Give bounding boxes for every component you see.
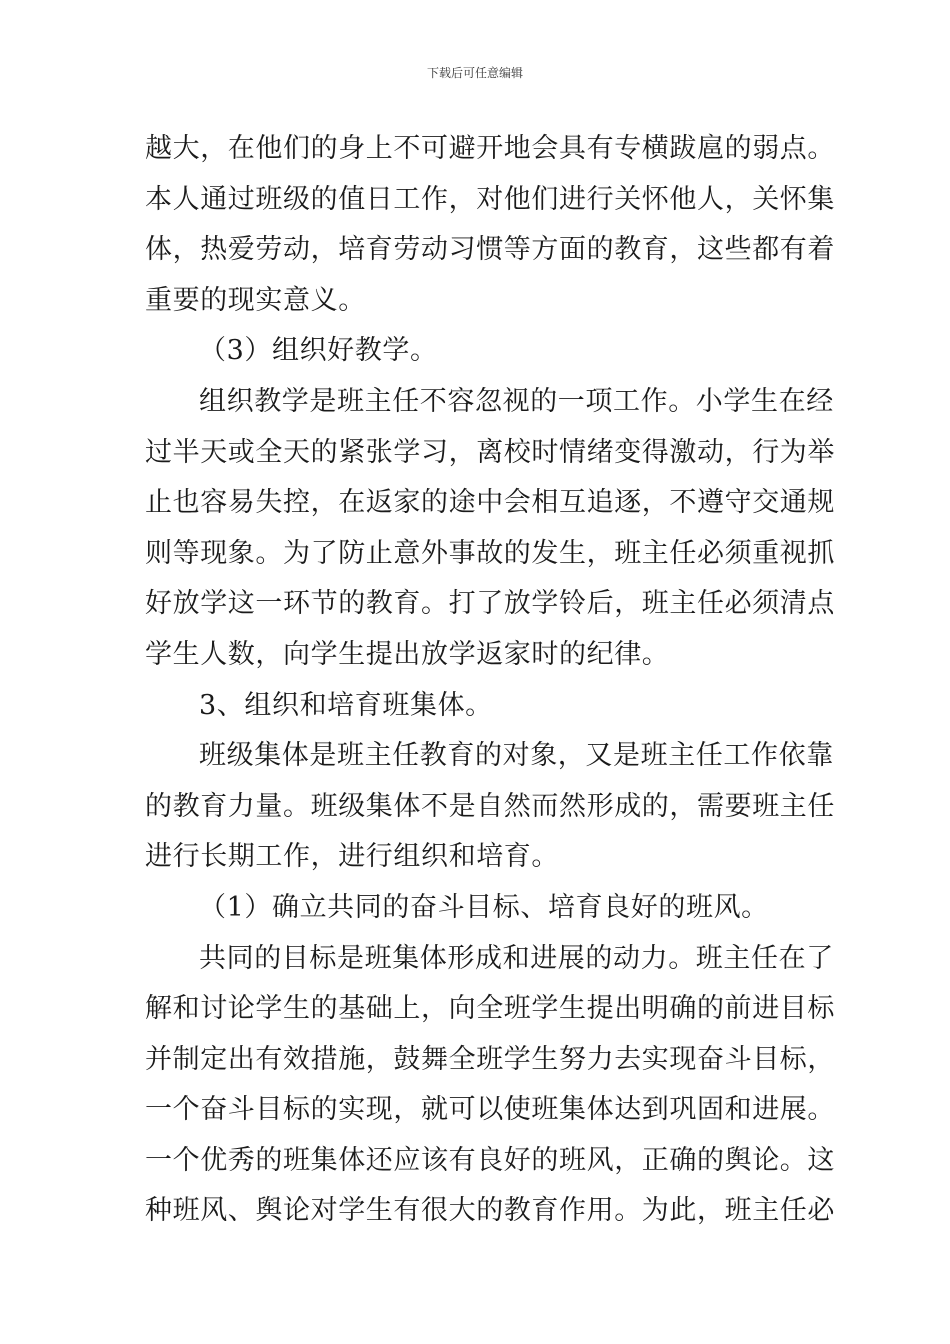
- text-line: 一个奋斗目标的实现，就可以使班集体达到巩固和进展。: [145, 1094, 835, 1126]
- text-line: 并制定出有效措施，鼓舞全班学生努力去实现奋斗目标，: [145, 1043, 835, 1075]
- text-line: 学生人数，向学生提出放学返家时的纪律。: [145, 638, 670, 670]
- text-line: 进行长期工作，进行组织和培育。: [145, 841, 559, 873]
- paragraph-start: 组织教学是班主任不容忽视的一项工作。小学生在经: [199, 385, 834, 417]
- text-line: 解和讨论学生的基础上，向全班学生提出明确的前进目标: [145, 993, 835, 1025]
- page-header: 下载后可任意编辑: [426, 66, 523, 80]
- section-heading: （1）确立共同的奋斗目标、培育良好的班风。: [199, 891, 769, 923]
- text-line: 重要的现实意义。: [145, 284, 366, 316]
- paragraph-start: 共同的目标是班集体形成和进展的动力。班主任在了: [199, 942, 834, 974]
- text-line: 的教育力量。班级集体不是自然而然形成的，需要班主任: [145, 790, 835, 822]
- body-text: [145, 124, 835, 1237]
- section-heading: （3）组织好教学。: [199, 335, 438, 367]
- text-line: 过半天或全天的紧张学习，离校时情绪变得激动，行为举: [145, 436, 835, 468]
- text-line: 则等现象。为了防止意外事故的发生，班主任必须重视抓: [145, 537, 835, 569]
- text-line: 越大，在他们的身上不可避开地会具有专横跋扈的弱点。: [145, 133, 835, 164]
- paragraph-start: 班级集体是班主任教育的对象，又是班主任工作依靠: [199, 740, 834, 772]
- text-line: 本人通过班级的值日工作，对他们进行关怀他人，关怀集: [145, 183, 835, 215]
- text-line: 止也容易失控，在返家的途中会相互追逐，不遵守交通规: [145, 487, 835, 519]
- text-line: 体，热爱劳动，培育劳动习惯等方面的教育，这些都有着: [145, 234, 835, 266]
- text-line: 种班风、舆论对学生有很大的教育作用。为此，班主任必: [145, 1195, 835, 1227]
- text-line: 好放学这一环节的教育。打了放学铃后，班主任必须清点: [145, 588, 835, 620]
- section-heading: 3、组织和培育班集体。: [199, 689, 493, 721]
- text-line: 一个优秀的班集体还应该有良好的班风，正确的舆论。这: [145, 1144, 835, 1176]
